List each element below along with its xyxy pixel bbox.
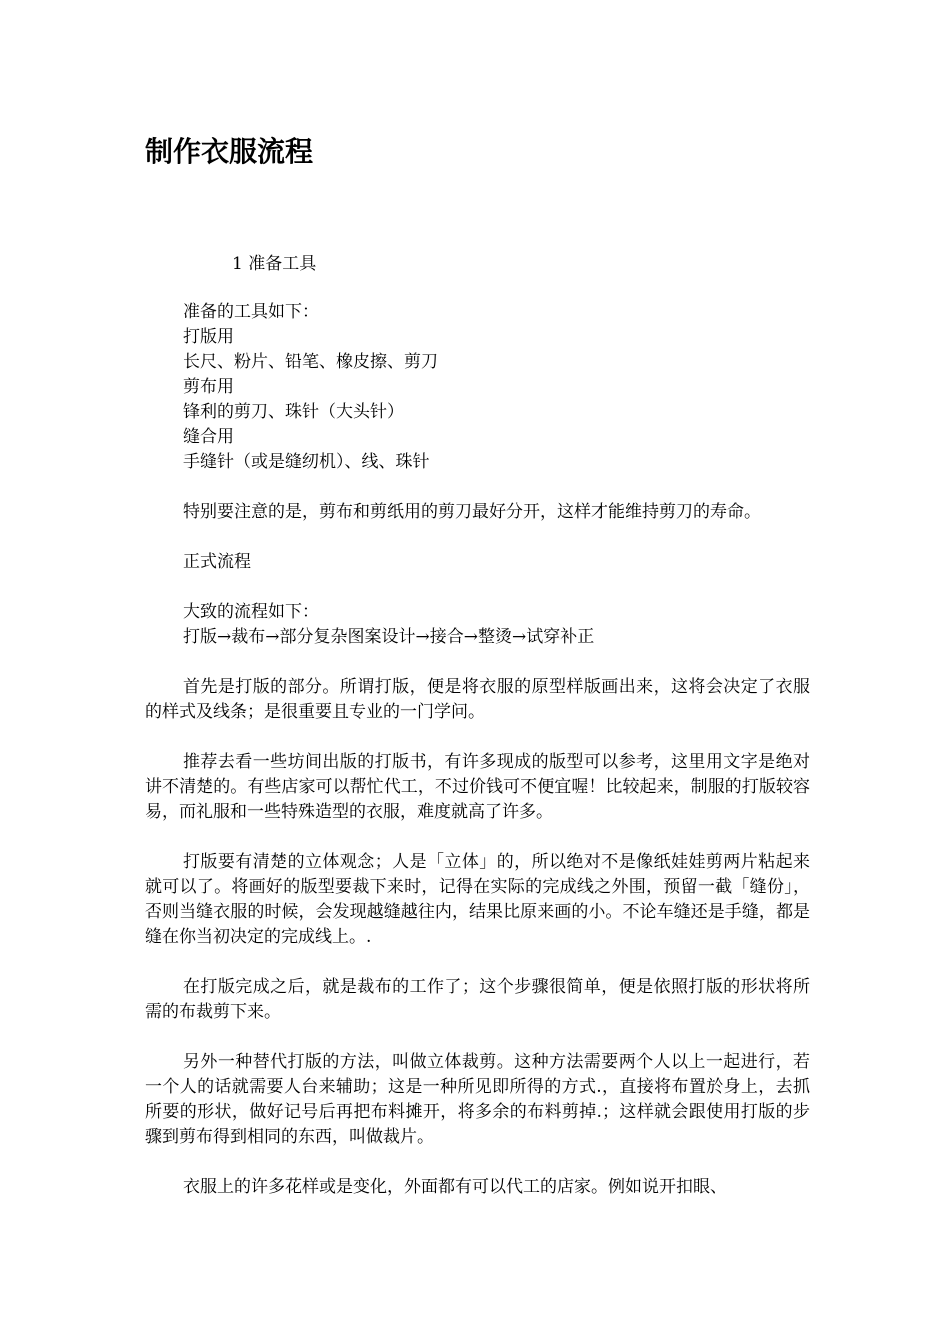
spacer xyxy=(145,475,810,500)
spacer xyxy=(145,525,810,550)
spacer xyxy=(145,650,810,675)
spacer xyxy=(145,1025,810,1050)
tools-cutting-label: 剪布用 xyxy=(183,377,234,397)
note-scissors-paragraph: 特别要注意的是，剪布和剪纸用的剪刀最好分开，这样才能维持剪刀的寿命。 xyxy=(183,502,761,522)
tools-cutting-items: 锋利的剪刀、珠针（大头针） xyxy=(183,402,404,422)
tools-intro: 准备的工具如下： xyxy=(183,302,319,322)
document-title: 制作衣服流程 xyxy=(145,135,314,168)
spacer xyxy=(145,950,810,975)
paragraph-pattern-books: 推荐去看一些坊间出版的打版书，有许多现成的版型可以参考，这里用文字是绝对讲不清楚的。有些店家可以帮忙代工，不过价钱可不便宜喔！比较起来，制服的打版较容易，而礼服和一些特殊造型的衣服，难度就高了许多。 xyxy=(145,752,810,822)
tools-pattern-label: 打版用 xyxy=(183,327,234,347)
spacer xyxy=(145,1150,810,1175)
paragraph-seam-allowance: 打版要有清楚的立体观念；人是「立体」的，所以绝对不是像纸娃娃剪两片粘起来就可以了。将画好的版型要裁下来时，记得在实际的完成线之外围，预留一截「缝份」，否则当缝衣服的时候，会发现越缝越往内，结果比原来画的小。不论车缝还是手缝，都是缝在你当初决定的完成线上。. xyxy=(145,852,810,947)
document-body xyxy=(145,300,810,1200)
paragraph-draping: 另外一种替代打版的方法，叫做立体裁剪。这种方法需要两个人以上一起进行，若一个人的话就需要人台来辅助；这是一种所见即所得的方式.，直接将布置於身上，去抓所要的形状，做好记号后再把布料摊开，将多余的布料剪掉.；这样就会跟使用打版的步骤到剪布得到相同的东西，叫做裁片。 xyxy=(145,1052,810,1147)
formal-process-heading: 正式流程 xyxy=(183,552,251,572)
section-heading-prepare-tools: 1 准备工具 xyxy=(232,254,317,274)
spacer xyxy=(145,825,810,850)
paragraph-pattern-making: 首先是打版的部分。所谓打版，便是将衣服的原型样版画出来，这将会决定了衣服的样式及线条；是很重要且专业的一门学问。 xyxy=(145,677,810,722)
paragraph-outsourcing: 衣服上的许多花样或是变化，外面都有可以代工的店家。例如说开扣眼、 xyxy=(183,1177,727,1197)
process-steps: 打版→裁布→部分复杂图案设计→接合→整烫→试穿补正 xyxy=(183,627,595,647)
tools-sewing-items: 手缝针（或是缝纫机）、线、珠针 xyxy=(183,452,430,472)
process-intro: 大致的流程如下： xyxy=(183,602,319,622)
spacer xyxy=(145,725,810,750)
spacer xyxy=(145,575,810,600)
tools-pattern-items: 长尺、粉片、铅笔、橡皮擦、剪刀 xyxy=(183,352,438,372)
tools-sewing-label: 缝合用 xyxy=(183,427,234,447)
paragraph-cutting-fabric: 在打版完成之后，就是裁布的工作了；这个步骤很简单，便是依照打版的形状将所需的布裁剪下来。 xyxy=(145,977,810,1022)
